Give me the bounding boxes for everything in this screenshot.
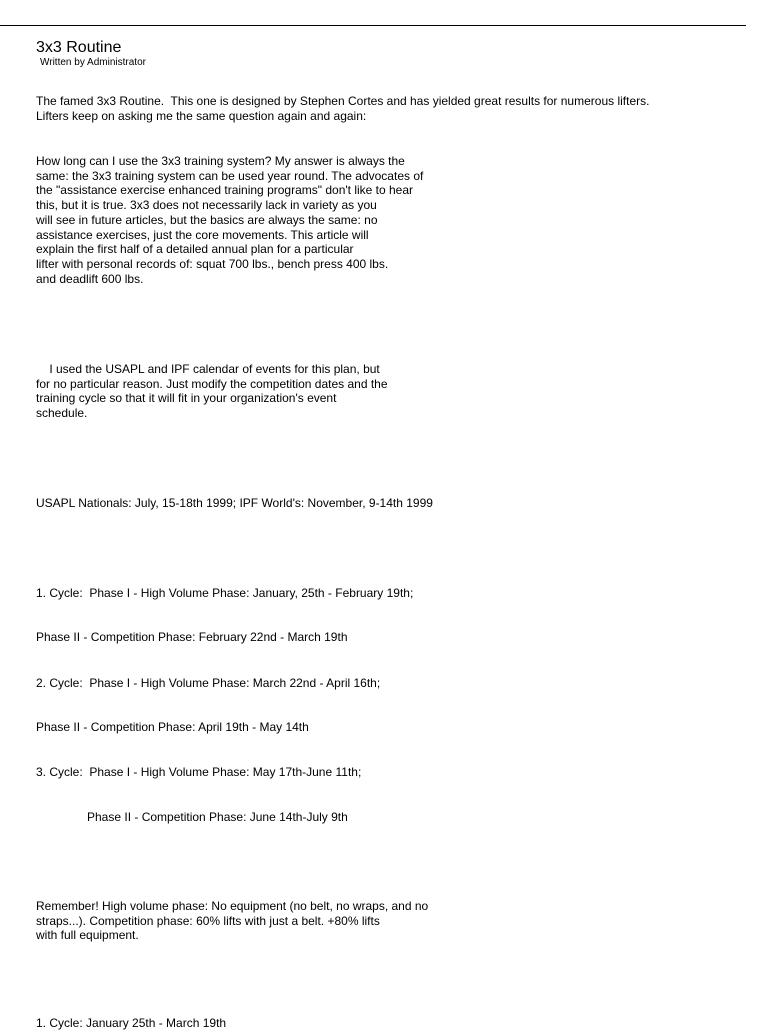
schedule-cycle-1-phase-1 xyxy=(36,586,413,601)
paragraph-line: The famed 3x3 Routine. This one is designed by Stephen Cortes and has yielded great results for numerous lifters. xyxy=(36,94,650,108)
paragraph-line: Remember! High volume phase: No equipment (no belt, no wraps, and no xyxy=(36,899,429,913)
schedule-line: Phase II - Competition Phase: June 14th-July 9th xyxy=(87,810,348,824)
answer-paragraph xyxy=(36,154,423,286)
paragraph-line: lifter with personal records of: squat 700 lbs., bench press 400 lbs. xyxy=(36,256,389,271)
paragraph-line: schedule. xyxy=(36,406,88,421)
paragraph-line: will see in future articles, but the basics are always the same: no xyxy=(36,212,378,227)
paragraph-line: straps...). Competition phase: 60% lifts with just a belt. +80% lifts xyxy=(36,913,380,928)
paragraph-line: assistance exercises, just the core movements. This article will xyxy=(36,227,369,242)
paragraph-line: How long can I use the 3x3 training system? My answer is always the xyxy=(36,154,405,168)
events-line xyxy=(36,496,433,511)
paragraph-line: training cycle so that it will fit in your organization's event xyxy=(36,391,337,406)
schedule-line: 3. Cycle: Phase I - High Volume Phase: May 17th-June 11th; xyxy=(36,765,362,779)
schedule-cycle-2-phase-1 xyxy=(36,676,380,691)
schedule-cycle-3-phase-2 xyxy=(87,810,348,825)
paragraph-line: with full equipment. xyxy=(36,928,139,943)
schedule-line: 1. Cycle: Phase I - High Volume Phase: January, 25th - February 19th; xyxy=(36,586,414,600)
schedule-line: 2. Cycle: Phase I - High Volume Phase: March 22nd - April 16th; xyxy=(36,676,381,690)
article-byline: Written by Administrator xyxy=(40,57,146,68)
paragraph-line: for no particular reason. Just modify the competition dates and the xyxy=(36,376,388,391)
reminder-paragraph xyxy=(36,899,428,943)
schedule-line: Phase II - Competition Phase: April 19th - May 14th xyxy=(36,720,309,734)
schedule-line: Phase II - Competition Phase: February 22nd - March 19th xyxy=(36,630,348,644)
cut-off-heading xyxy=(36,1016,226,1031)
paragraph-line: Lifters keep on asking me the same question again and again: xyxy=(36,108,367,123)
paragraph-line: I used the USAPL and IPF calendar of events for this plan, but xyxy=(36,362,380,376)
paragraph-line: USAPL Nationals: July, 15-18th 1999; IPF World's: November, 9-14th 1999 xyxy=(36,496,433,510)
paragraph-line: and deadlift 600 lbs. xyxy=(36,271,144,286)
paragraph-line: this, but it is true. 3x3 does not necessarily lack in variety as you xyxy=(36,198,377,213)
calendar-paragraph xyxy=(36,362,388,421)
schedule-cycle-1-phase-2 xyxy=(36,630,348,645)
paragraph-line: the "assistance exercise enhanced training programs" don't like to hear xyxy=(36,183,414,198)
article-title: 3x3 Routine xyxy=(36,39,122,56)
header-rule xyxy=(0,25,746,26)
paragraph-line: same: the 3x3 training system can be used year round. The advocates of xyxy=(36,168,424,183)
schedule-cycle-3-phase-1 xyxy=(36,765,361,780)
paragraph-line: explain the first half of a detailed annual plan for a particular xyxy=(36,242,354,257)
paragraph-line: 1. Cycle: January 25th - March 19th xyxy=(36,1016,227,1030)
intro-paragraph xyxy=(36,94,649,123)
schedule-cycle-2-phase-2 xyxy=(36,720,309,735)
